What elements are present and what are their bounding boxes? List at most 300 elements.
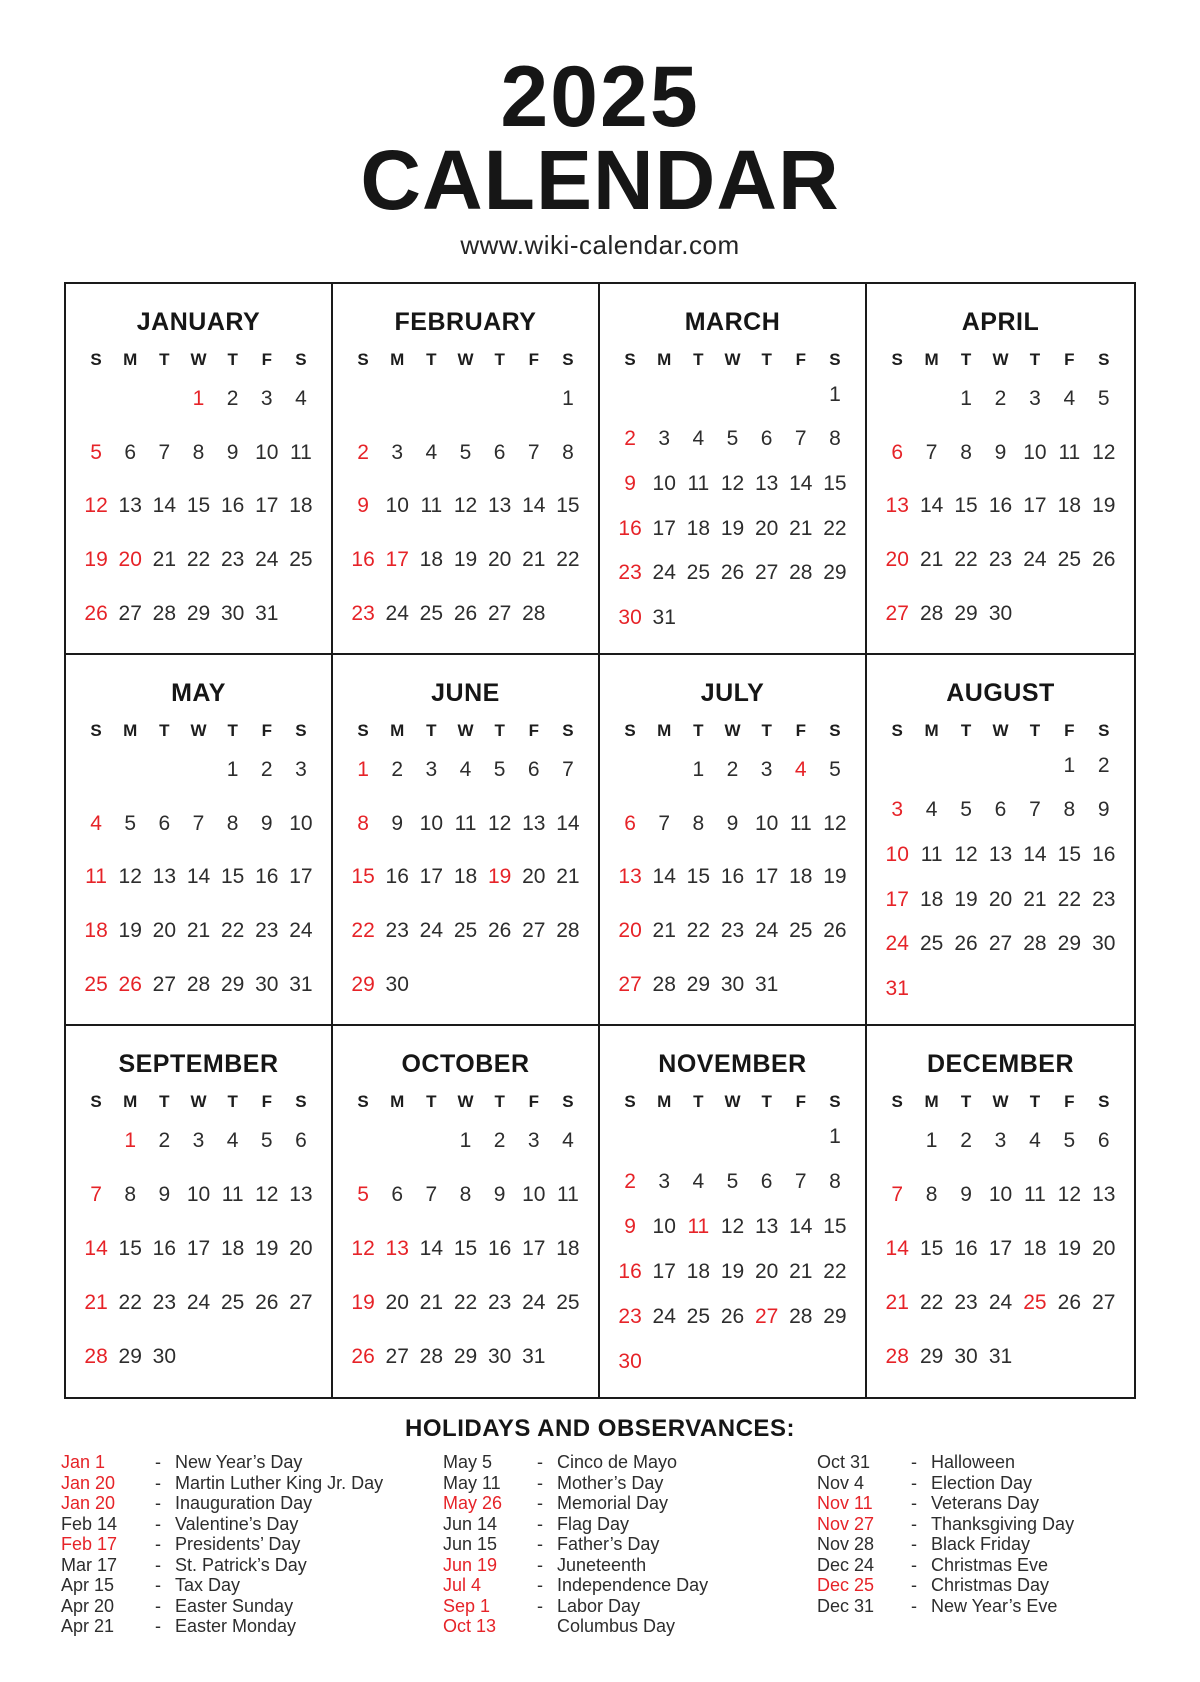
day-cell: 24 [289,919,313,943]
week-row [346,851,585,905]
weekday-label: T [693,1092,704,1112]
day-cell: 21 [556,865,580,889]
day-cell: 30 [618,606,642,630]
holiday-row [443,1473,803,1494]
day-cell: 30 [720,972,745,996]
day-cell: 8 [357,811,369,835]
holiday-row [443,1452,803,1473]
holiday-dash: - [537,1493,543,1514]
weekday-header [880,721,1121,741]
weekday-label: M [390,1092,405,1112]
day-cell: 8 [960,440,972,464]
day-cell: 25 [220,1291,245,1315]
week-row [880,788,1121,833]
weekday-label: M [924,721,939,741]
day-cell: 8 [829,1169,841,1193]
week-row [613,1294,852,1339]
weekday-label: F [1064,1092,1075,1112]
day-cell: 12 [1057,1183,1082,1207]
holiday-date: Jan 20 [61,1472,116,1493]
weekday-label: M [657,350,672,370]
day-cell: 13 [385,1237,409,1261]
week-row [346,1114,585,1168]
day-cell: 25 [789,919,813,943]
weekday-label: S [1098,350,1110,370]
week-row [79,1222,318,1276]
weekday-label: F [261,1092,272,1112]
day-cell: 11 [420,494,443,518]
day-cell: 10 [289,811,313,835]
day-cell: 26 [954,932,978,956]
day-cell: 27 [754,1304,779,1328]
day-cell: 15 [118,1237,142,1261]
weekday-label: S [891,721,903,741]
weekday-header [613,350,852,370]
day-cell: 7 [658,811,671,835]
day-cell: 24 [652,1304,676,1328]
day-cell: 3 [425,758,438,782]
weekday-label: T [159,721,170,741]
week-row [79,372,318,426]
month-december [867,1026,1134,1397]
day-cell: 5 [357,1183,369,1207]
day-cell: 14 [789,472,813,496]
week-row [880,743,1121,788]
day-cell: 16 [720,865,745,889]
day-cell: 28 [652,972,676,996]
holiday-date: May 11 [443,1472,501,1493]
week-row [880,967,1121,1012]
day-cell: 1 [124,1129,137,1153]
day-cell: 28 [919,601,944,625]
day-cell: 31 [289,972,313,996]
day-cell: 16 [988,494,1013,518]
day-cell: 12 [84,494,108,518]
day-cell: 24 [652,561,676,585]
day-cell: 30 [385,972,409,996]
day-cell: 10 [419,811,444,835]
holiday-date: Jan 1 [61,1452,106,1473]
day-cell: 11 [454,811,477,835]
holiday-dash: - [155,1513,161,1534]
week-row [79,426,318,480]
week-row [613,417,852,462]
month-title: APRIL [961,308,1040,337]
month-november [600,1026,867,1397]
day-cell: 28 [84,1345,108,1369]
holiday-date: Oct 13 [443,1616,497,1637]
day-cell: 2 [493,1129,506,1153]
day-cell: 11 [221,1183,244,1207]
day-cell: 4 [925,798,938,822]
day-cell: 28 [522,601,546,625]
holiday-dash: - [155,1472,161,1493]
weekday-label: T [227,721,238,741]
weeks-area [79,372,318,640]
website-url: www.wiki-calendar.com [460,230,740,261]
weekday-header [79,721,318,741]
day-cell: 14 [152,494,177,518]
weekday-label: T [960,350,972,370]
day-cell: 10 [255,440,279,464]
weeks-area [346,372,585,640]
week-row [79,1276,318,1330]
day-cell: 14 [652,865,676,889]
day-cell: 2 [1097,753,1110,777]
weekday-label: T [1029,350,1041,370]
day-cell: 9 [624,472,636,496]
month-title: JULY [700,679,765,708]
week-row [613,851,852,905]
holiday-row [61,1514,429,1535]
day-cell: 26 [720,1304,745,1328]
holiday-date: Apr 15 [61,1575,115,1596]
holiday-dash: - [537,1575,543,1596]
day-cell: 23 [487,1291,512,1315]
day-cell: 29 [823,561,847,585]
weekday-label: M [390,350,405,370]
day-cell: 9 [960,1183,972,1207]
day-cell: 2 [726,758,739,782]
day-cell: 3 [260,387,273,411]
day-cell: 28 [789,561,813,585]
day-cell: 17 [255,494,279,518]
week-row [880,922,1121,967]
day-cell: 2 [357,440,369,464]
weekday-label: S [891,1092,903,1112]
holiday-date: Jun 15 [443,1534,498,1555]
week-row [346,904,585,958]
day-cell: 9 [1097,798,1110,822]
day-cell: 24 [754,919,779,943]
day-cell: 27 [522,919,546,943]
weekday-label: T [693,350,704,370]
weeks-area [880,1114,1121,1384]
day-cell: 1 [1063,753,1076,777]
holiday-date: May 5 [443,1452,493,1473]
holiday-dash: - [911,1534,917,1555]
day-cell: 31 [255,601,279,625]
day-cell: 28 [1023,932,1047,956]
weekday-label: F [528,1092,539,1112]
day-cell: 23 [385,919,409,943]
holiday-dash: - [155,1575,161,1596]
month-august [867,655,1134,1026]
holiday-dash: - [155,1554,161,1575]
holiday-date: Apr 20 [61,1595,115,1616]
month-title: DECEMBER [926,1050,1075,1079]
day-cell: 20 [1092,1237,1116,1261]
week-row [880,1168,1121,1222]
week-row [346,426,585,480]
day-cell: 3 [527,1129,540,1153]
week-row [613,596,852,641]
day-cell: 8 [562,440,574,464]
day-cell: 23 [255,919,279,943]
day-cell: 28 [152,601,177,625]
day-cell: 1 [829,382,841,406]
day-cell: 1 [960,387,972,411]
weekday-label: S [562,350,574,370]
day-cell: 11 [290,440,312,464]
day-cell: 7 [925,440,938,464]
day-cell: 11 [1058,440,1081,464]
day-cell: 21 [885,1291,909,1315]
holiday-dash: - [155,1452,161,1473]
weekday-label: S [295,350,307,370]
day-cell: 20 [385,1291,409,1315]
holiday-name: Valentine’s Day [175,1513,299,1534]
week-row [79,533,318,587]
day-cell: 9 [726,811,739,835]
weeks-area [346,743,585,1011]
day-cell: 18 [556,1237,580,1261]
weekday-label: S [357,721,369,741]
day-cell: 6 [624,811,636,835]
month-april [867,284,1134,655]
day-cell: 23 [152,1291,177,1315]
weekday-header [79,350,318,370]
week-row [613,1249,852,1294]
day-cell: 1 [226,758,239,782]
day-cell: 7 [794,1169,807,1193]
day-cell: 24 [1023,548,1047,572]
day-cell: 24 [419,919,444,943]
weekday-header [880,350,1121,370]
holiday-dash [523,1616,557,1637]
day-cell: 29 [186,601,211,625]
weekday-label: T [159,350,170,370]
day-cell: 19 [823,865,847,889]
day-cell: 6 [1097,1129,1110,1153]
day-cell: 4 [1063,387,1076,411]
weeks-area [79,743,318,1011]
holiday-row [817,1534,1139,1555]
weekday-label: F [795,350,806,370]
weekday-label: F [795,721,806,741]
day-cell: 31 [754,972,779,996]
day-cell: 15 [1057,843,1082,867]
day-cell: 18 [453,865,478,889]
weekday-label: S [1098,1092,1110,1112]
weekday-label: W [724,721,741,741]
month-title: NOVEMBER [658,1050,807,1079]
day-cell: 30 [954,1345,978,1369]
weekday-header [613,721,852,741]
holiday-dash: - [911,1493,917,1514]
week-row [880,372,1121,426]
day-cell: 29 [1057,932,1082,956]
day-cell: 18 [1023,1237,1047,1261]
weekday-label: F [261,350,272,370]
day-cell: 19 [255,1237,279,1261]
day-cell: 12 [453,494,478,518]
month-title: MAY [171,679,226,708]
day-cell: 25 [453,919,478,943]
weeks-area [880,743,1121,1011]
day-cell: 11 [920,843,943,867]
day-cell: 14 [556,811,580,835]
day-cell: 19 [487,865,512,889]
day-cell: 10 [385,494,409,518]
holiday-dash: - [911,1595,917,1616]
weekday-label: S [624,1092,636,1112]
holiday-dash: - [537,1554,543,1575]
week-row [880,1222,1121,1276]
day-cell: 20 [487,548,512,572]
weekday-header [79,1092,318,1112]
day-cell: 17 [754,865,779,889]
day-cell: 14 [919,494,944,518]
weekday-label: W [724,1092,741,1112]
day-cell: 2 [260,758,273,782]
day-cell: 19 [720,516,745,540]
week-row [346,958,585,1012]
day-cell: 17 [522,1237,546,1261]
day-cell: 19 [351,1291,375,1315]
holiday-name: Easter Monday [175,1616,297,1637]
day-cell: 12 [255,1183,279,1207]
calendar-title: CALENDAR [360,133,840,227]
holiday-date: Jan 20 [61,1493,116,1514]
week-row [880,1114,1121,1168]
month-july [600,655,867,1026]
day-cell: 20 [618,919,642,943]
day-cell: 5 [90,440,102,464]
day-cell: 17 [652,516,676,540]
week-row [613,797,852,851]
day-cell: 27 [754,561,779,585]
day-cell: 27 [289,1291,313,1315]
holiday-name: Juneteenth [557,1554,647,1575]
day-cell: 12 [1092,440,1116,464]
day-cell: 26 [1057,1291,1082,1315]
day-cell: 16 [152,1237,177,1261]
day-cell: 15 [823,1214,847,1238]
weekday-header [346,1092,585,1112]
day-cell: 7 [562,758,574,782]
weekday-label: S [90,1092,102,1112]
day-cell: 3 [994,1129,1007,1153]
weekday-label: S [562,721,574,741]
weeks-area [346,1114,585,1384]
day-cell: 24 [885,932,909,956]
day-cell: 3 [1029,387,1041,411]
day-cell: 6 [891,440,904,464]
holiday-row [61,1452,429,1473]
holiday-date: Feb 17 [61,1534,118,1555]
week-row [79,904,318,958]
holiday-dash: - [155,1595,161,1616]
month-january [66,284,333,655]
day-cell: 14 [789,1214,813,1238]
day-cell: 9 [624,1214,636,1238]
day-cell: 18 [686,516,711,540]
day-cell: 18 [419,548,444,572]
holiday-dash: - [155,1534,161,1555]
week-row [79,743,318,797]
week-row [880,533,1121,587]
day-cell: 26 [351,1345,375,1369]
day-cell: 30 [988,601,1013,625]
calendar-grid [64,282,1136,1399]
day-cell: 18 [686,1259,711,1283]
holiday-dash: - [537,1452,543,1473]
page-header [0,0,1200,261]
month-title: AUGUST [946,679,1055,708]
holiday-date: May 26 [443,1493,503,1514]
day-cell: 15 [186,494,211,518]
week-row [613,462,852,507]
day-cell: 15 [919,1237,944,1261]
day-cell: 20 [988,887,1013,911]
holiday-row [443,1575,803,1596]
day-cell: 26 [1092,548,1116,572]
day-cell: 3 [192,1129,205,1153]
day-cell: 21 [186,919,211,943]
day-cell: 15 [220,865,245,889]
weekday-label: T [960,721,972,741]
day-cell: 19 [1057,1237,1082,1261]
holiday-dash: - [537,1472,543,1493]
day-cell: 5 [726,1169,739,1193]
day-cell: 24 [186,1291,211,1315]
day-cell: 17 [1023,494,1047,518]
week-row [79,851,318,905]
day-cell: 6 [994,798,1007,822]
weekday-label: T [1029,721,1041,741]
day-cell: 21 [152,548,177,572]
holiday-date: Dec 24 [817,1554,875,1575]
holiday-name: Martin Luther King Jr. Day [175,1472,384,1493]
holiday-name: Labor Day [557,1595,641,1616]
holiday-dash: - [155,1493,161,1514]
week-row [346,480,585,534]
day-cell: 13 [754,472,779,496]
day-cell: 26 [118,972,142,996]
day-cell: 18 [84,919,108,943]
holiday-row [817,1596,1139,1617]
holidays-list [61,1452,1139,1637]
holiday-name: New Year’s Day [175,1452,303,1473]
day-cell: 1 [562,387,574,411]
holiday-row [443,1514,803,1535]
weeks-area [880,372,1121,640]
weekday-label: S [90,721,102,741]
day-cell: 13 [522,811,546,835]
month-title: SEPTEMBER [118,1050,279,1079]
weekday-label: W [992,350,1009,370]
week-row [79,1114,318,1168]
holiday-row [817,1452,1139,1473]
weekday-label: T [1029,1092,1041,1112]
day-cell: 9 [260,811,273,835]
day-cell: 4 [1029,1129,1041,1153]
day-cell: 24 [255,548,279,572]
day-cell: 15 [556,494,580,518]
holiday-name: Cinco de Mayo [557,1452,678,1473]
day-cell: 27 [988,932,1013,956]
day-cell: 31 [652,606,676,630]
day-cell: 11 [687,472,710,496]
day-cell: 22 [919,1291,944,1315]
day-cell: 22 [954,548,978,572]
weekday-label: W [992,1092,1009,1112]
day-cell: 29 [823,1304,847,1328]
day-cell: 16 [220,494,245,518]
holiday-row [61,1555,429,1576]
weekday-label: W [190,721,207,741]
